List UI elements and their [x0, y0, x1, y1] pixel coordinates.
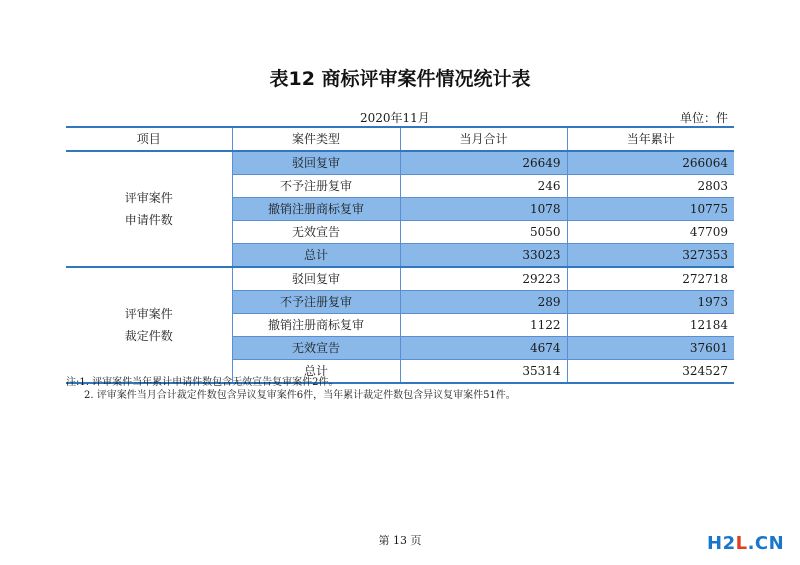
table-row: [66, 267, 734, 291]
watermark-part: L: [735, 533, 748, 554]
month-total-cell: 5050: [400, 221, 567, 244]
month-total-cell: 1122: [400, 314, 567, 337]
site-watermark-logo: [707, 533, 784, 554]
table-notes: [66, 376, 516, 402]
case-type-cell: 无效宣告: [232, 337, 400, 360]
note-2: 2. 评审案件当月合计裁定件数包含异议复审案件6件，当年累计裁定件数包含异议复审案件51件。: [84, 390, 516, 401]
table-row: [66, 151, 734, 175]
month-total-cell: 33023: [400, 244, 567, 268]
header-item: 项目: [66, 127, 232, 151]
year-total-cell: 2803: [567, 175, 734, 198]
year-total-cell: 327353: [567, 244, 734, 268]
case-type-cell: 驳回复审: [232, 151, 400, 175]
case-type-cell: 总计: [232, 360, 400, 384]
year-total-cell: 10775: [567, 198, 734, 221]
year-total-cell: 1973: [567, 291, 734, 314]
year-total-cell: 12184: [567, 314, 734, 337]
statistics-table: [66, 126, 734, 384]
case-type-cell: 不予注册复审: [232, 175, 400, 198]
case-type-cell: 不予注册复审: [232, 291, 400, 314]
table-title: 表12 商标评审案件情况统计表: [269, 68, 531, 90]
watermark-part: H2: [707, 533, 736, 554]
year-total-cell: 266064: [567, 151, 734, 175]
header-year-total: 当年累计: [567, 127, 734, 151]
case-type-cell: 撤销注册商标复审: [232, 198, 400, 221]
month-total-cell: 289: [400, 291, 567, 314]
case-type-cell: 撤销注册商标复审: [232, 314, 400, 337]
case-type-cell: 总计: [232, 244, 400, 268]
unit-label: 单位：件: [680, 111, 729, 125]
month-total-cell: 1078: [400, 198, 567, 221]
report-period: 2020年11月: [360, 111, 430, 125]
month-total-cell: 246: [400, 175, 567, 198]
case-type-cell: 无效宣告: [232, 221, 400, 244]
year-total-cell: 47709: [567, 221, 734, 244]
case-type-cell: 驳回复审: [232, 267, 400, 291]
header-case-type: 案件类型: [232, 127, 400, 151]
month-total-cell: 35314: [400, 360, 567, 384]
month-total-cell: 4674: [400, 337, 567, 360]
note-1: 注:1. 评审案件当年累计申请件数包含无效宣告复审案件2件。: [66, 377, 339, 388]
group-label-decisions: 评审案件 裁定件数: [66, 267, 232, 383]
header-month-total: 当月合计: [400, 127, 567, 151]
year-total-cell: 37601: [567, 337, 734, 360]
year-total-cell: 324527: [567, 360, 734, 384]
header-row: [66, 127, 734, 151]
page-number: 第 13 页: [378, 534, 422, 547]
month-total-cell: 26649: [400, 151, 567, 175]
watermark-part: .CN: [747, 533, 785, 554]
month-total-cell: 29223: [400, 267, 567, 291]
year-total-cell: 272718: [567, 267, 734, 291]
group-label-applications: 评审案件 申请件数: [66, 151, 232, 267]
